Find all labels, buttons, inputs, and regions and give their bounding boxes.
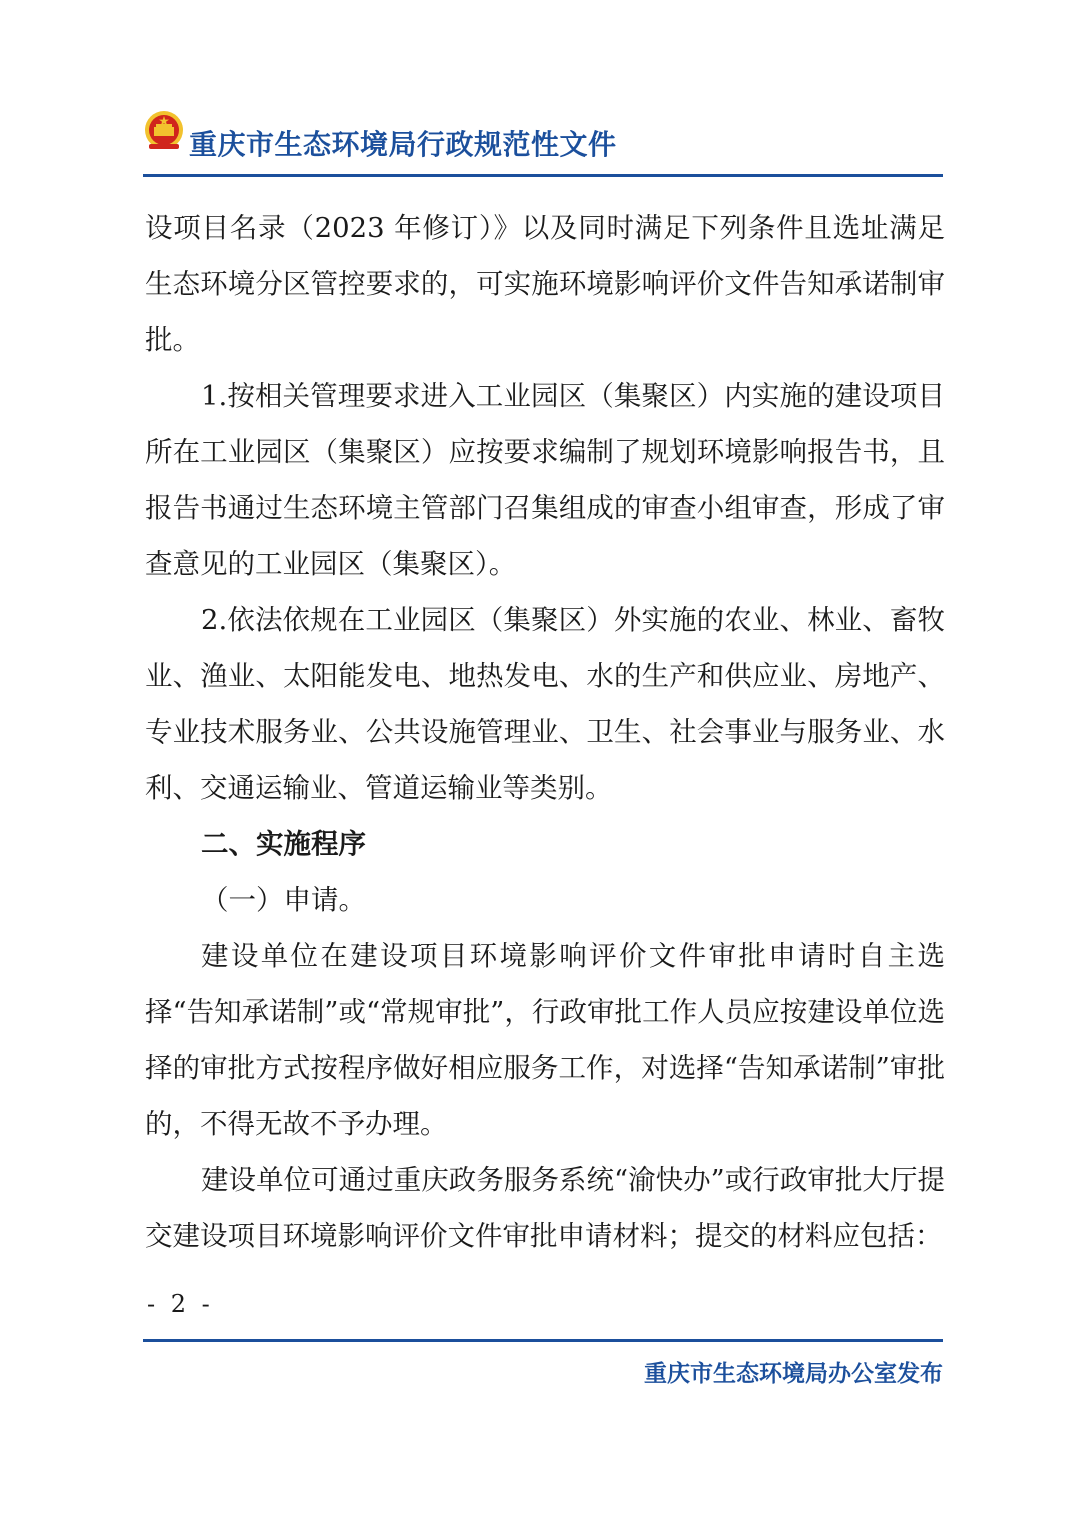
paragraph: 设项目名录（2023 年修订）》以及同时满足下列条件且选址满足生态环境分区管控要求的，可实施环境影响评价文件告知承诺制审批。	[145, 212, 945, 356]
paragraph: 1.按相关管理要求进入工业园区（集聚区）内实施的建设项目所在工业园区（集聚区）应按要求编制了规划环境影响报告书，且报告书通过生态环境主管部门召集组成的审查小组审查，形成了审查意见的工业园区（集聚区）。	[145, 380, 945, 580]
footer-publisher: 重庆市生态环境局办公室发布	[644, 1361, 943, 1387]
paragraph: 2.依法依规在工业园区（集聚区）外实施的农业、林业、畜牧业、渔业、太阳能发电、地热发电、水的生产和供应业、房地产、专业技术服务业、公共设施管理业、卫生、社会事业与服务业、水利、交通运输业、管道运输业等类别。	[145, 604, 945, 804]
paragraph: 建设单位在建设项目环境影响评价文件审批申请时自主选择“告知承诺制”或“常规审批”，行政审批工作人员应按建设单位选择的审批方式按程序做好相应服务工作，对选择“告知承诺制”审批的，不得无故不予办理。	[145, 940, 945, 1140]
header-rule	[143, 174, 943, 177]
footer-rule	[143, 1339, 943, 1342]
national-emblem-icon	[143, 110, 185, 152]
section-heading: 二、实施程序	[201, 828, 366, 860]
paragraph: 建设单位可通过重庆政务服务系统“渝快办”或行政审批大厅提交建设项目环境影响评价文件审批申请材料；提交的材料应包括：	[145, 1164, 945, 1252]
header-title: 重庆市生态环境局行政规范性文件	[189, 128, 617, 161]
document-body	[145, 200, 945, 1264]
page-number: - 2 -	[147, 1290, 214, 1318]
document-header	[143, 110, 943, 170]
subsection-heading: （一）申请。	[201, 884, 366, 916]
